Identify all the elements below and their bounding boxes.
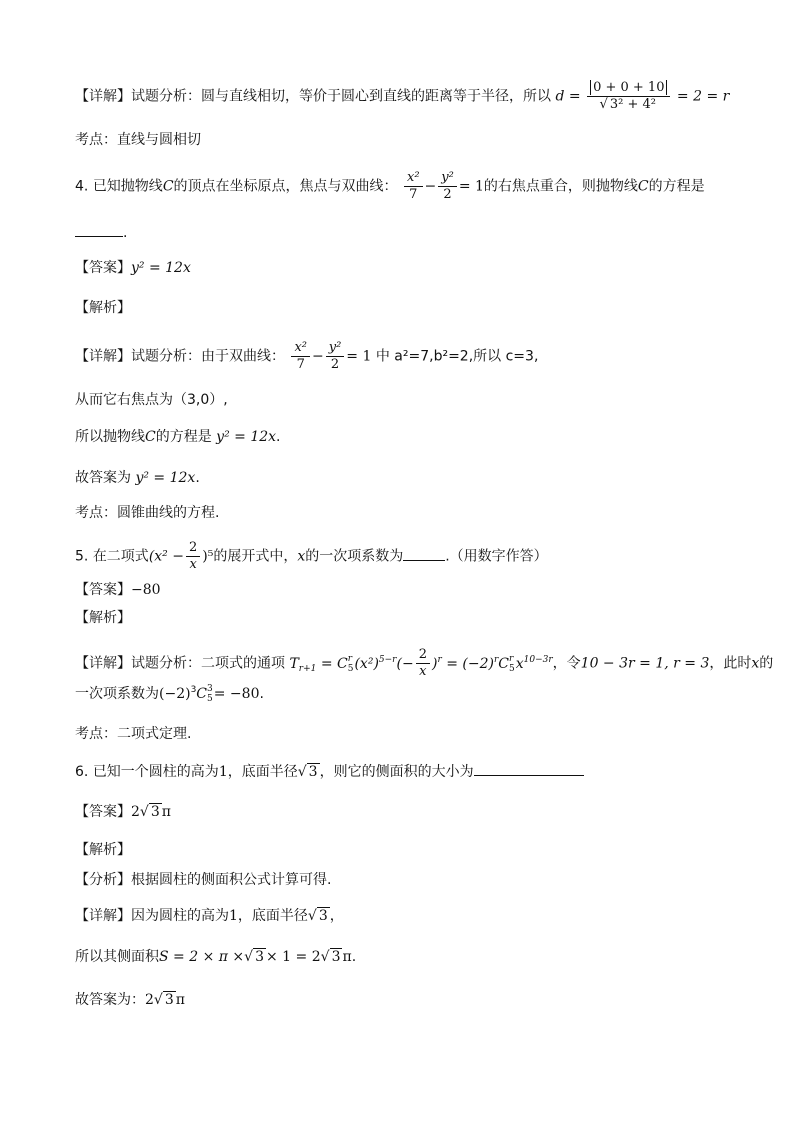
answer-tag: 【答案】 [75, 582, 131, 598]
q5-frac [186, 540, 200, 573]
q4-minus: − [424, 178, 437, 195]
q5-detail-d: 的 [759, 655, 774, 672]
q4-eq-var-c: C [145, 429, 156, 445]
q3-formula-lhs: d = [555, 88, 581, 105]
q5-term-formula [289, 647, 553, 679]
q5-part4: = (−2) [446, 655, 494, 672]
q6-area-expr2: × 1 = 2 [266, 949, 321, 965]
q5-part5-sub: 5 [508, 663, 515, 674]
fenxi-tag: 【分析】 [75, 872, 131, 888]
q5-detail-line [75, 647, 773, 680]
q5-part5-sup: r [508, 653, 514, 664]
detail-tag: 【详解】 [75, 348, 131, 365]
q6-detail-c: ， [329, 908, 344, 924]
q5-part4-sup: r [493, 654, 499, 665]
q6-one: 1 [218, 764, 228, 780]
q5-detail-var-x: x [751, 655, 760, 672]
q3-formula-rhs: = 2 = r [676, 88, 730, 105]
q5-t: T [289, 655, 299, 672]
q6-text-b: ，底面半径 [227, 764, 298, 780]
q4-text-a: 已知抛物线 [92, 178, 163, 195]
q4-detail-frac1-den: 7 [296, 357, 305, 372]
q5-part5: C [498, 655, 509, 672]
q4-var-c: C [162, 178, 174, 195]
q5-t-sub: r+1 [298, 663, 317, 674]
q6-sqrt3: 3 [308, 764, 318, 780]
q4-final-a: 故答案为 [75, 470, 131, 486]
q4-final-c: . [195, 470, 200, 486]
q4-number: 4. [75, 178, 89, 195]
q4-answer-blank [75, 222, 123, 237]
q4-detail-frac1 [291, 340, 310, 373]
q3-numerator: 0 + 0 + 10 [590, 80, 667, 95]
q5-line2-c-sub: 5 [207, 694, 213, 704]
q5-part3-num: 2 [416, 647, 430, 664]
q5-part3-sup: r [437, 654, 442, 665]
q4-answer-line [75, 258, 191, 278]
q4-detail-frac1-num: x² [291, 340, 310, 357]
q5-line2-c-sup: 3 [207, 684, 213, 694]
q6-answer-sqrt: 3 [150, 804, 160, 820]
q4-eq-one: = 1 [458, 178, 484, 195]
q5-line2-sup: 3 [190, 685, 197, 695]
q6-answer-pre: 2 [131, 804, 140, 820]
q4-text-d: 的方程是 [648, 178, 705, 195]
q3-distance-fraction: $\frac{0 + 0 + 10}{\text{√ 3² + 4²}}$ [587, 80, 670, 113]
q6-text-c: ，则它的侧面积的大小为 [319, 764, 474, 780]
q3-detail-text: 试题分析：圆与直线相切，等价于圆心到直线的距离等于半径，所以 [131, 88, 551, 105]
q6-area-pi: π [342, 949, 352, 965]
q5-part6: x [515, 655, 524, 672]
q4-frac2-num: y² [438, 170, 457, 187]
q6-detail-b: ，底面半径 [237, 908, 308, 924]
q5-expr-open: (x² − [148, 548, 184, 565]
q4-detail-frac2 [326, 340, 345, 373]
q5-number: 5. [75, 548, 89, 565]
q5-coef-line [75, 684, 264, 704]
detail-tag: 【详解】 [75, 655, 131, 672]
q4-analysis-tag: 【解析】 [75, 300, 131, 316]
q5-part3-open: (− [396, 655, 414, 672]
q6-number: 6. [75, 764, 89, 780]
q5-eq-r: 10 − 3r = 1, r = 3 [580, 655, 710, 672]
q3-denominator: 3² + 4² [609, 97, 656, 112]
q5-answer: −80 [131, 582, 161, 598]
q5-frac-num: 2 [186, 540, 200, 557]
q4-hyperbola-frac2 [438, 170, 457, 203]
q5-part3-close: ) [431, 655, 438, 672]
q5-text-b: 的展开式中， [213, 548, 298, 565]
q5-line2-expr: (−2) [159, 686, 191, 702]
q5-answer-line [75, 580, 161, 600]
q5-detail-a: 试题分析：二项式的通项 [131, 655, 285, 672]
q4-detail-a: 试题分析：由于双曲线： [131, 348, 285, 365]
q4-eq-c: y² = 12x [216, 429, 277, 445]
q4-question-line [75, 170, 705, 203]
q6-area-expr1: S = 2 × π × [159, 949, 245, 965]
q4-eq-a: 所以抛物线 [75, 429, 145, 445]
q4-frac1-den: 7 [409, 187, 418, 202]
q3-kaodian: 考点：直线与圆相切 [75, 132, 201, 148]
q5-line2-end: . [259, 686, 264, 702]
q5-var-x: x [297, 548, 306, 565]
q5-text-d: .（用数字作答） [445, 548, 548, 565]
q6-detail-a: 因为圆柱的高为 [131, 908, 229, 924]
q4-detail-frac2-den: 2 [330, 357, 340, 372]
detail-tag: 【详解】 [75, 908, 131, 924]
q5-detail-c: ，此时 [709, 655, 752, 672]
q6-area-a: 所以其侧面积 [75, 949, 159, 965]
q5-text-c: 的一次项系数为 [305, 548, 404, 565]
q5-frac-den: x [189, 557, 197, 572]
q6-final-pi: π [175, 992, 185, 1008]
q6-answer-line: 【答案】2√ 3 π [75, 804, 171, 820]
detail-tag: 【详解】 [75, 88, 131, 105]
q5-part6-sup: 10−3r [523, 654, 553, 665]
q5-answer-blank [403, 546, 445, 561]
q5-line2-a: 一次项系数为 [75, 686, 159, 702]
q6-detail-sqrt: 3 [318, 908, 328, 924]
q4-final-line [75, 468, 200, 488]
q4-eq-d: . [276, 429, 281, 445]
q6-area-sqrt2: 3 [331, 949, 341, 965]
q5-c-sub: 5 [347, 663, 354, 674]
q6-fenxi: 根据圆柱的侧面积公式计算可得. [131, 872, 332, 888]
q4-focus-line: 从而它右焦点为（3,0）, [75, 392, 228, 408]
q5-line2-eq: = −80 [213, 686, 260, 702]
q6-final-pre: 2 [145, 992, 154, 1008]
q4-eq-line [75, 427, 281, 447]
q5-part2: (x²) [354, 655, 379, 672]
q4-detail-eq-one: = 1 [346, 348, 372, 365]
q4-frac2-den: 2 [443, 187, 452, 202]
q4-frac1-num: x² [404, 170, 423, 187]
q5-analysis-tag: 【解析】 [75, 610, 131, 626]
q4-kaodian: 考点：圆锥曲线的方程. [75, 505, 220, 521]
q4-answer: y² = 12x [131, 260, 191, 276]
q6-final-a: 故答案为： [75, 992, 145, 1008]
q6-final-line: 故答案为：2√ 3 π [75, 992, 185, 1008]
answer-tag: 【答案】 [75, 804, 131, 820]
q4-detail-minus: − [312, 348, 324, 365]
q4-text-c: 的右焦点重合，则抛物线 [483, 178, 638, 195]
q4-text-b: 的顶点在坐标原点，焦点与双曲线： [173, 178, 398, 195]
q4-blank-line [75, 222, 127, 243]
q5-c-sup: r [347, 653, 353, 664]
q6-area-end: . [351, 949, 357, 965]
q6-area-line: 所以其侧面积S = 2 × π ×√ 3 × 1 = 2√ 3 π. [75, 949, 357, 965]
q4-period: . [123, 225, 128, 241]
q5-kaodian: 考点：二项式定理. [75, 726, 192, 742]
q4-var-c2: C [637, 178, 649, 195]
answer-tag: 【答案】 [75, 260, 131, 276]
q6-answer-blank [474, 761, 584, 776]
q5-question-line [75, 540, 548, 573]
q6-area-sqrt: 3 [255, 949, 264, 965]
q5-part2-sup: 5−r [378, 654, 397, 665]
q6-answer-pi: π [161, 804, 171, 820]
q3-detail-line [75, 80, 729, 113]
q5-expr-close: )⁵ [202, 548, 214, 565]
q4-final-b: y² = 12x [135, 470, 196, 486]
q5-eq1: = C [320, 655, 348, 672]
q4-detail-b: 中 a²=7,b²=2,所以 c=3, [375, 348, 539, 365]
q5-part3-den: x [419, 664, 427, 679]
q4-detail-frac2-num: y² [326, 340, 345, 357]
q6-final-sqrt: 3 [164, 992, 174, 1008]
q4-eq-b: 的方程是 [155, 429, 212, 445]
q6-fenxi-line [75, 870, 331, 890]
q5-detail-b: ，令 [552, 655, 581, 672]
q4-detail-line [75, 340, 538, 373]
q6-analysis-tag: 【解析】 [75, 842, 131, 858]
q6-text-a: 已知一个圆柱的高为 [92, 764, 219, 780]
q5-line2-c: C [196, 686, 208, 702]
q6-detail-line: 【详解】因为圆柱的高为1，底面半径√ 3 ， [75, 908, 344, 924]
q6-detail-one: 1 [229, 908, 238, 924]
q5-text-a: 在二项式 [92, 548, 149, 565]
q4-hyperbola-frac1 [404, 170, 423, 203]
q6-question-line: 6. 已知一个圆柱的高为1，底面半径√ 3 ，则它的侧面积的大小为 [75, 761, 584, 782]
